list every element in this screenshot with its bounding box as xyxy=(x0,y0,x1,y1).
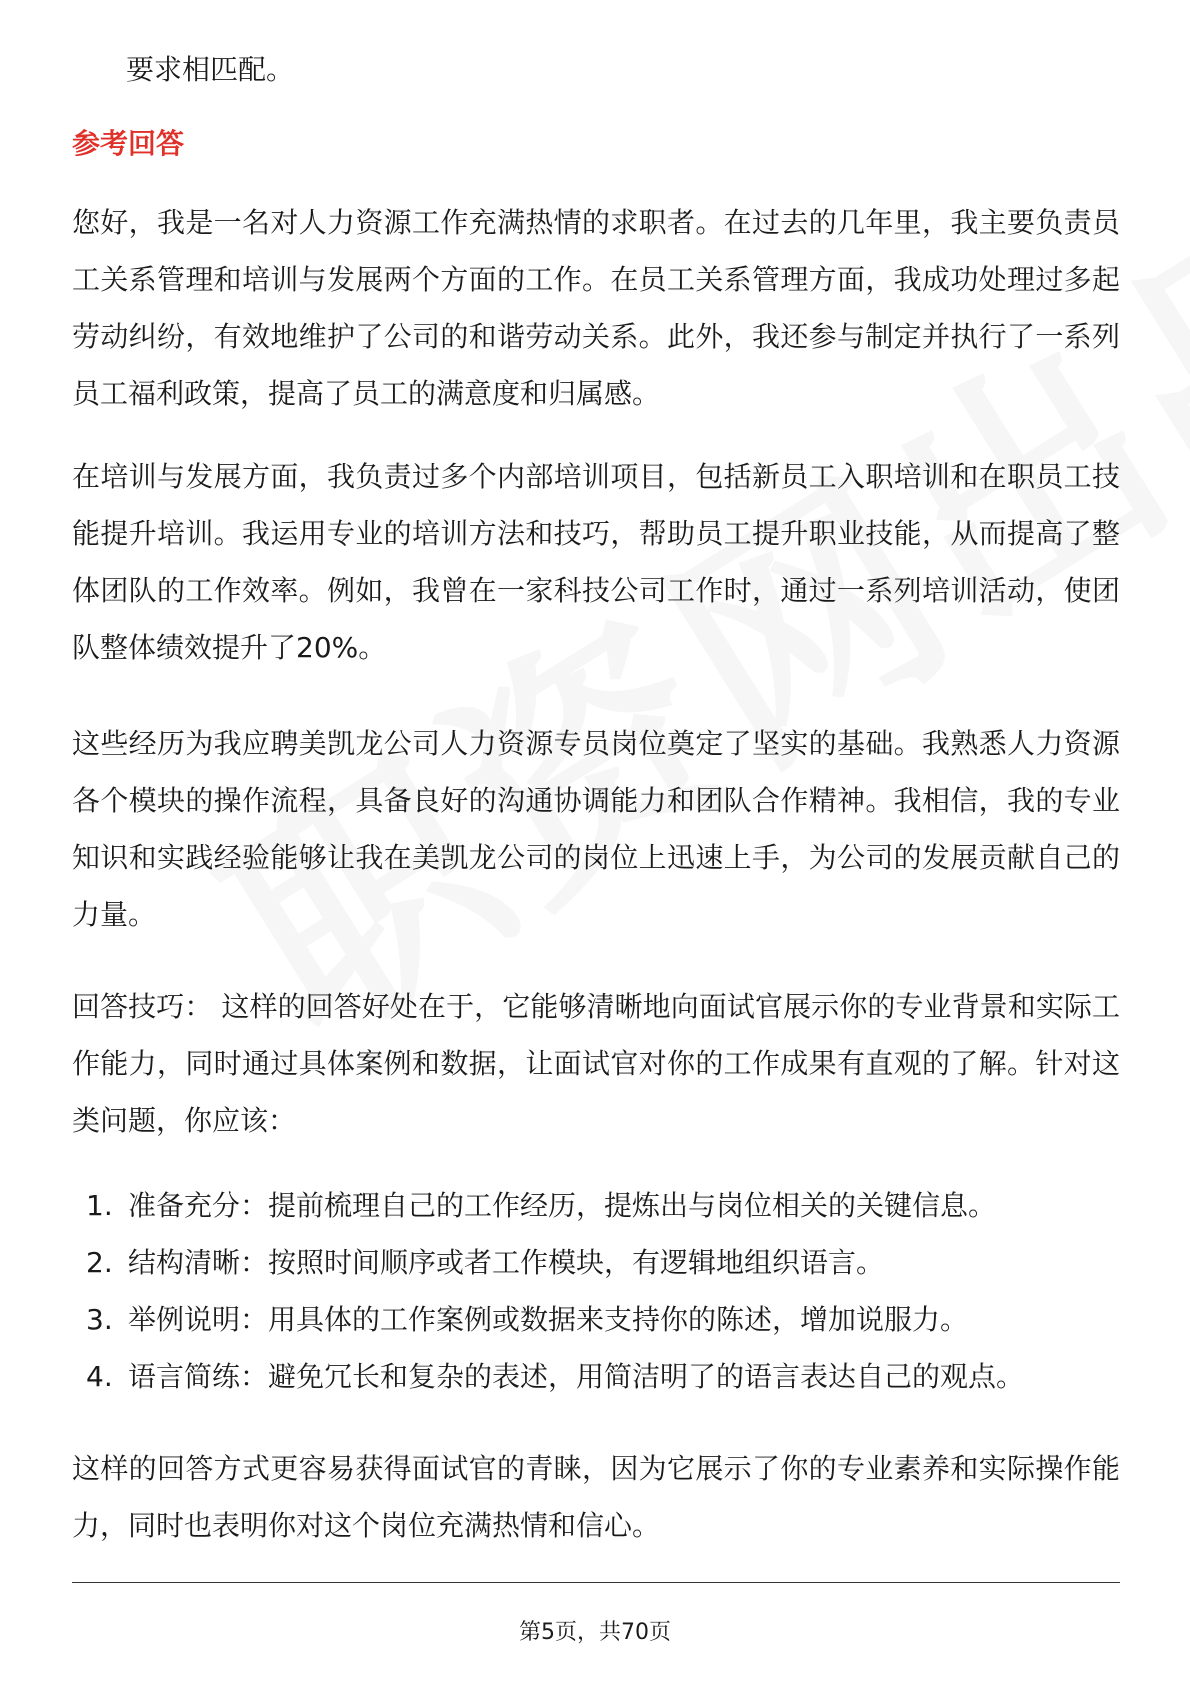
section-title: 参考回答 xyxy=(72,127,185,160)
tips-list xyxy=(86,1177,1120,1405)
list-item-text: 举例说明：用具体的工作案例或数据来支持你的陈述，增加说服力。 xyxy=(128,1303,969,1336)
list-item xyxy=(86,1348,1120,1405)
continuation-text: 要求相匹配。 xyxy=(126,53,295,86)
list-item-number: 3. xyxy=(86,1303,113,1336)
answer-paragraph-2: 在培训与发展方面，我负责过多个内部培训项目，包括新员工入职培训和在职员工技能提升培训。我运用专业的培训方法和技巧，帮助员工提升职业技能，从而提高了整体团队的工作效率。例如，我曾在一家科技公司工作时，通过一系列培训活动，使团队整体绩效提升了20%。 xyxy=(72,460,1120,664)
footer-divider xyxy=(72,1582,1120,1583)
list-item xyxy=(86,1177,1120,1234)
list-item-text: 语言简练：避免冗长和复杂的表述，用简洁明了的语言表达自己的观点。 xyxy=(128,1360,1025,1393)
list-item xyxy=(86,1291,1120,1348)
closing-paragraph: 这样的回答方式更容易获得面试官的青睐，因为它展示了你的专业素养和实际操作能力，同时也表明你对这个岗位充满热情和信心。 xyxy=(72,1452,1120,1542)
page-number: 第5页，共70页 xyxy=(519,1620,671,1645)
answer-paragraph-1: 您好，我是一名对人力资源工作充满热情的求职者。在过去的几年里，我主要负责员工关系管理和培训与发展两个方面的工作。在员工关系管理方面，我成功处理过多起劳动纠纷，有效地维护了公司的和谐劳动关系。此外，我还参与制定并执行了一系列员工福利政策，提高了员工的满意度和归属感。 xyxy=(72,206,1120,410)
list-item-number: 2. xyxy=(86,1246,113,1279)
list-item xyxy=(86,1234,1120,1291)
tips-intro-paragraph: 回答技巧： 这样的回答好处在于，它能够清晰地向面试官展示你的专业背景和实际工作能力，同时通过具体案例和数据，让面试官对你的工作成果有直观的了解。针对这类问题，你应该： xyxy=(72,990,1120,1137)
list-item-number: 4. xyxy=(86,1360,113,1393)
answer-paragraph-3: 这些经历为我应聘美凯龙公司人力资源专员岗位奠定了坚实的基础。我熟悉人力资源各个模块的操作流程，具备良好的沟通协调能力和团队合作精神。我相信，我的专业知识和实践经验能够让我在美凯龙公司的岗位上迅速上手，为公司的发展贡献自己的力量。 xyxy=(72,727,1120,931)
list-item-number: 1. xyxy=(86,1189,113,1222)
list-item-text: 结构清晰：按照时间顺序或者工作模块，有逻辑地组织语言。 xyxy=(128,1246,885,1279)
list-item-text: 准备充分：提前梳理自己的工作经历，提炼出与岗位相关的关键信息。 xyxy=(128,1189,997,1222)
